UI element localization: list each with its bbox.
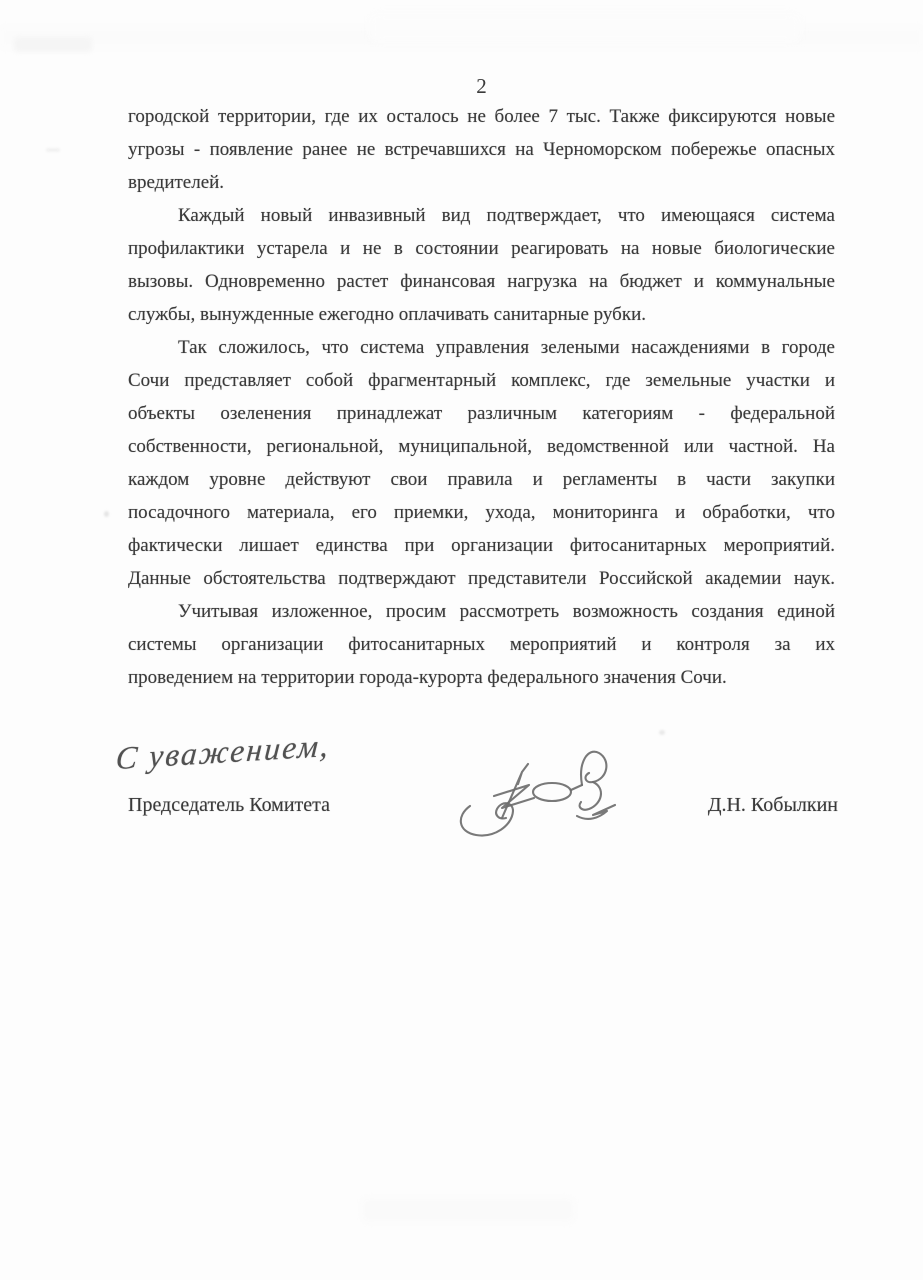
text-line: проведением на территории города-курорта федерального значения Сочи. [128,667,727,688]
signature-icon [436,732,651,852]
text-line: объекты озеленения принадлежат различным категориям - федеральной [128,403,835,424]
text-line: собственности, региональной, муниципальной, ведомственной или частной. На [128,436,835,457]
text-line: вредителей. [128,172,225,193]
page-number: 2 [476,74,487,98]
text-line: вызовы. Одновременно растет финансовая нагрузка на бюджет и коммунальные [128,271,835,292]
text-line: Учитывая изложенное, просим рассмотреть возможность создания единой [178,601,835,622]
scan-speck [659,730,665,735]
scan-speck [104,511,109,517]
scan-artifact [14,37,92,52]
text-line: профилактики устарела и не в состоянии реагировать на новые биологические [128,238,835,259]
paragraph [128,199,835,331]
paragraph [128,331,835,595]
text-line: городской территории, где их осталось не более 7 тыс. Также фиксируются новые [128,106,835,127]
text-line: Сочи представляет собой фрагментарный комплекс, где земельные участки и [128,370,835,391]
paragraph [128,595,835,694]
text-line: Данные обстоятельства подтверждают представители Российской академии наук. [128,568,835,589]
signer-name: Д.Н. Кобылкин [707,794,838,816]
document-body [128,100,835,694]
text-line: посадочного материала, его приемки, ухода, мониторинга и обработки, что [128,502,835,523]
scan-artifact [370,14,800,42]
scan-artifact [0,27,923,48]
handwritten-closing: С уважением, [114,726,332,777]
text-line: системы организации фитосанитарных мероприятий и контроля за их [128,634,835,655]
text-line: угрозы - появление ранее не встречавшихся на Черноморском побережье опасных [128,139,835,160]
scan-artifact [362,1198,574,1222]
text-line: службы, вынужденные ежегодно оплачивать санитарные рубки. [128,304,647,325]
text-line: Так сложилось, что система управления зелеными насаждениями в городе [178,337,835,358]
text-line: фактически лишает единства при организации фитосанитарных мероприятий. [128,535,835,556]
signer-title: Председатель Комитета [128,794,331,816]
text-line: каждом уровне действуют свои правила и регламенты в части закупки [128,469,835,490]
text-line: Каждый новый инвазивный вид подтверждает, что имеющаяся система [178,205,835,226]
paragraph [128,100,835,199]
scan-speck [46,148,60,152]
